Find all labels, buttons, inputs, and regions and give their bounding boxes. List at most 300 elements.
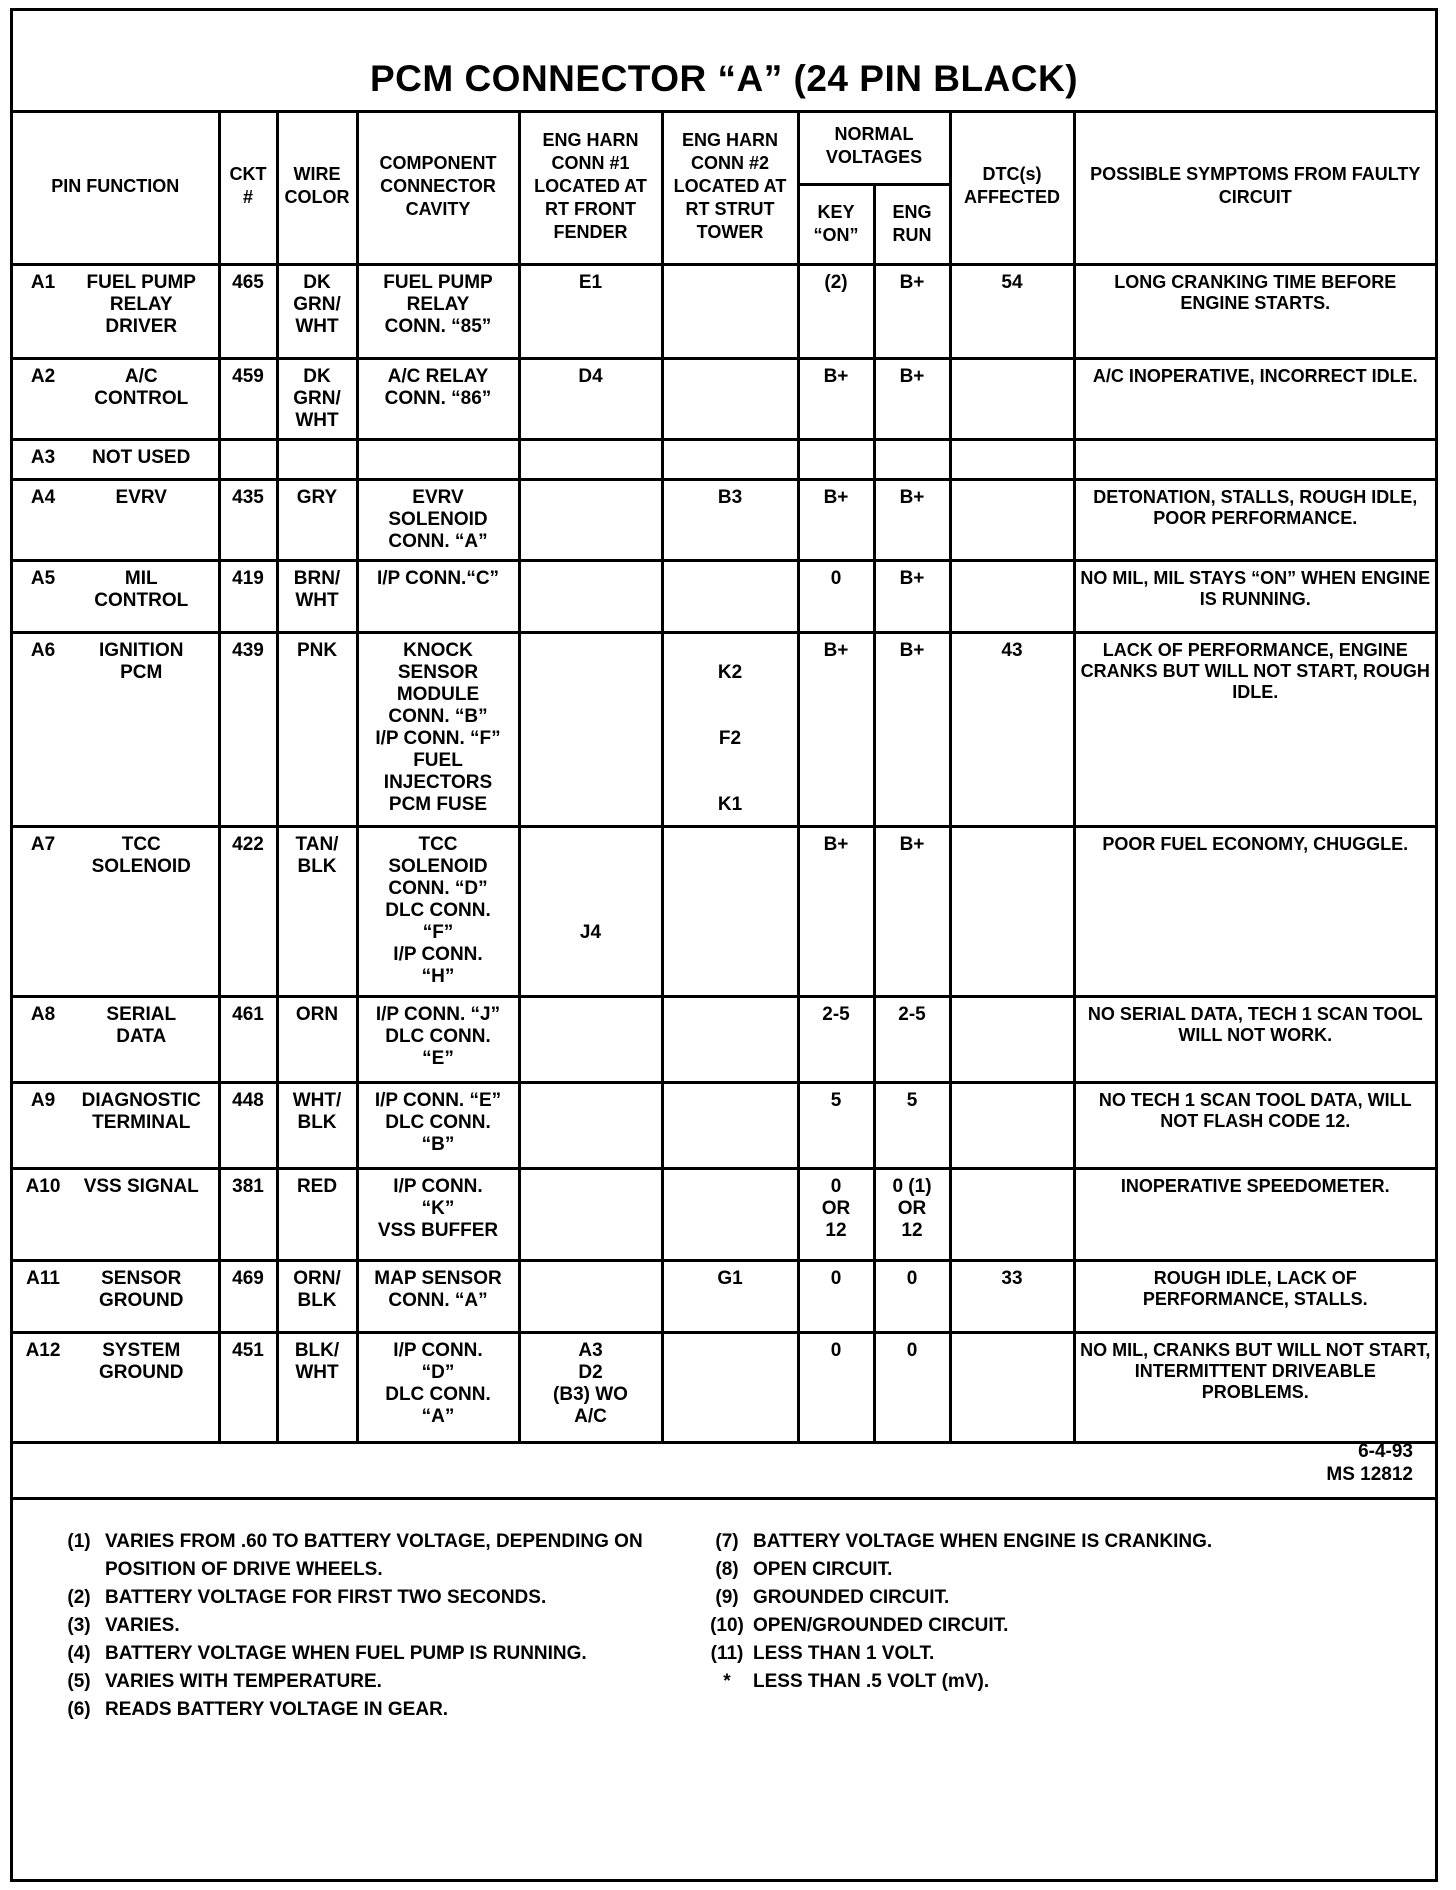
pin-function-cell <box>13 1260 219 1332</box>
table-row <box>13 358 1435 439</box>
key-on-cell-line: B+ <box>823 365 849 387</box>
dtc-cell <box>950 826 1074 996</box>
dtc-cell <box>950 439 1074 479</box>
cavity-cell-line: CONN. “85” <box>384 315 492 337</box>
eng-harn-2-cell-line <box>668 772 793 794</box>
eng-run-cell-line: 0 <box>906 1267 918 1289</box>
pin-function-line: VSS SIGNAL <box>83 1175 199 1197</box>
pin-function-line: CONTROL <box>94 387 189 409</box>
wire-color-cell <box>277 264 357 358</box>
footnote-key: * <box>723 1671 731 1692</box>
eng-harn-2-cell-line <box>668 750 793 772</box>
eng-harn-2-cell-line: G1 <box>717 1267 743 1289</box>
eng-harn-1-cell <box>519 632 662 826</box>
wire-color-cell-line: WHT <box>295 589 339 611</box>
cavity-cell-line: CONN. “A” <box>388 1289 488 1311</box>
wire-color-cell <box>277 632 357 826</box>
footnote-item <box>53 1668 673 1696</box>
wire-color-cell-line: DK <box>303 365 331 387</box>
pin-function-cell <box>13 996 219 1082</box>
cavity-cell-line: “B” <box>421 1133 455 1155</box>
pin-function-name <box>69 1268 214 1312</box>
pin-table <box>13 110 1435 1444</box>
cavity-cell-line: CONN. “A” <box>388 530 488 552</box>
eng-harn-1-cell-line <box>525 856 657 878</box>
wire-color-cell-line: ORN <box>295 1003 339 1025</box>
key-on-cell <box>798 1332 874 1442</box>
cavity-cell-line: “F” <box>422 921 454 943</box>
dtc-cell <box>950 479 1074 560</box>
pin-function-line: SOLENOID <box>91 855 191 877</box>
key-on-cell <box>798 1260 874 1332</box>
cavity-cell-line: “H” <box>421 965 455 987</box>
pin-function-line: PCM <box>120 661 163 683</box>
wire-color-cell-line: WHT/ <box>292 1089 342 1111</box>
pin-function-line: IGNITION <box>99 639 184 661</box>
ckt-cell: 459 <box>219 358 277 439</box>
wire-color-cell-line: WHT <box>295 1361 339 1383</box>
footnote-key: (1) <box>67 1531 91 1552</box>
pin-function-cell <box>13 1082 219 1168</box>
footnote-text: READS BATTERY VOLTAGE IN GEAR. <box>105 1699 449 1720</box>
header-ckt: CKT # <box>219 110 277 264</box>
pin-function-cell <box>13 1168 219 1260</box>
wire-color-cell-line: GRN/ <box>293 387 341 409</box>
cavity-cell-line: SENSOR <box>397 661 479 683</box>
cavity-cell <box>357 439 519 479</box>
pin-function-line: RELAY <box>109 293 173 315</box>
cavity-cell-line: FUEL <box>413 749 463 771</box>
cavity-cell-line: I/P CONN. “F” <box>375 727 501 749</box>
pin-function-cell <box>13 358 219 439</box>
eng-harn-2-cell-line: K2 <box>717 661 743 683</box>
eng-harn-1-cell-line: (B3) WO <box>553 1383 628 1405</box>
eng-harn-1-cell-line <box>525 834 657 856</box>
eng-harn-1-cell <box>519 560 662 632</box>
header-pin-function: PIN FUNCTION <box>13 110 219 264</box>
footnote-key: (11) <box>710 1643 744 1664</box>
ckt-cell <box>219 439 277 479</box>
key-on-cell-line: 0 <box>830 1175 842 1197</box>
table-row <box>13 1332 1435 1442</box>
pin-function-line: NOT USED <box>92 446 191 468</box>
wire-color-cell <box>277 826 357 996</box>
eng-harn-1-cell-line: J4 <box>579 921 602 943</box>
footnote-item <box>53 1528 673 1584</box>
footnotes-right <box>701 1528 1401 1696</box>
eng-run-cell-line: B+ <box>899 639 925 661</box>
eng-run-cell <box>874 439 950 479</box>
pin-function-line: MIL <box>124 567 158 589</box>
wire-color-cell-line: ORN/ <box>293 1267 341 1289</box>
cavity-cell-line: I/P CONN.“C” <box>376 567 500 589</box>
cavity-cell-line: PCM FUSE <box>388 793 488 815</box>
eng-run-cell <box>874 479 950 560</box>
key-on-cell <box>798 560 874 632</box>
dtc-cell <box>950 1332 1074 1442</box>
cavity-cell <box>357 560 519 632</box>
eng-harn-2-cell <box>662 632 798 826</box>
pin-function-name <box>69 1340 214 1384</box>
cavity-cell-line: RELAY <box>406 293 470 315</box>
pin-function-line: SENSOR <box>101 1267 182 1289</box>
cavity-cell <box>357 632 519 826</box>
footnote-key: (10) <box>710 1615 744 1636</box>
cavity-cell <box>357 1082 519 1168</box>
eng-run-cell-line: B+ <box>899 365 925 387</box>
footnote-item <box>701 1612 1401 1640</box>
pin-function-line: DRIVER <box>105 315 178 337</box>
header-normal-voltages: NORMAL VOLTAGES <box>798 110 950 184</box>
pin-function-line: EVRV <box>115 486 167 508</box>
eng-run-cell-line: OR <box>897 1197 927 1219</box>
pin-function-name <box>69 1090 214 1134</box>
wire-color-cell <box>277 358 357 439</box>
pin-number: A1 <box>30 271 56 293</box>
pin-number: A2 <box>30 365 56 387</box>
footnote-text: VARIES WITH TEMPERATURE. <box>105 1671 382 1692</box>
page-title: PCM CONNECTOR “A” (24 PIN BLACK) <box>13 11 1435 113</box>
footnote-key: (7) <box>715 1531 739 1552</box>
wire-color-cell <box>277 1332 357 1442</box>
pin-function-name <box>69 1004 214 1048</box>
footnotes-left <box>53 1528 673 1724</box>
pin-function-cell <box>13 560 219 632</box>
eng-harn-1-cell <box>519 1332 662 1442</box>
cavity-cell <box>357 1260 519 1332</box>
table-row <box>13 560 1435 632</box>
document-number: MS 12812 <box>1326 1464 1413 1485</box>
cavity-cell-line: DLC CONN. <box>385 899 491 921</box>
wire-color-cell <box>277 1082 357 1168</box>
footnote-text: GROUNDED CIRCUIT. <box>753 1587 950 1608</box>
eng-run-cell <box>874 264 950 358</box>
symptoms-cell: NO TECH 1 SCAN TOOL DATA, WILL NOT FLASH CODE 12. <box>1074 1082 1435 1168</box>
eng-harn-1-cell <box>519 996 662 1082</box>
cavity-cell-line: VSS BUFFER <box>377 1219 499 1241</box>
document-id <box>1326 1440 1413 1486</box>
wire-color-cell <box>277 1168 357 1260</box>
cavity-cell-line: KNOCK <box>403 639 473 661</box>
wire-color-cell-line: WHT <box>295 315 339 337</box>
dtc-cell <box>950 1168 1074 1260</box>
footnote-text: OPEN CIRCUIT. <box>753 1559 893 1580</box>
eng-harn-1-cell <box>519 1168 662 1260</box>
eng-harn-2-cell <box>662 264 798 358</box>
pin-function-name <box>69 640 214 684</box>
cavity-cell <box>357 358 519 439</box>
key-on-cell <box>798 826 874 996</box>
table-row <box>13 439 1435 479</box>
key-on-cell-line: 5 <box>830 1089 842 1111</box>
eng-harn-1-cell-line <box>525 878 657 900</box>
cavity-cell-line: CONN. “B” <box>388 705 488 727</box>
footnote-item <box>701 1528 1401 1556</box>
pin-function-name <box>69 447 214 469</box>
pin-function-cell <box>13 1332 219 1442</box>
header-key-on: KEY “ON” <box>798 184 874 264</box>
symptoms-cell: POOR FUEL ECONOMY, CHUGGLE. <box>1074 826 1435 996</box>
footnotes <box>13 1441 1435 1720</box>
footnote-text: LESS THAN .5 VOLT (mV). <box>753 1671 990 1692</box>
eng-harn-1-cell <box>519 1082 662 1168</box>
pin-function-name <box>69 568 214 612</box>
wire-color-cell-line: BLK <box>297 1111 337 1133</box>
eng-harn-2-cell <box>662 996 798 1082</box>
pin-function-line: FUEL PUMP <box>86 271 196 293</box>
table-row <box>13 632 1435 826</box>
header-eng-harn-2: ENG HARN CONN #2 LOCATED AT RT STRUT TOWER <box>662 110 798 264</box>
footnote-text: BATTERY VOLTAGE WHEN FUEL PUMP IS RUNNING. <box>105 1643 587 1664</box>
dtc-cell: 54 <box>950 264 1074 358</box>
cavity-cell-line: CONN. “D” <box>388 877 488 899</box>
eng-harn-2-cell-line <box>668 684 793 706</box>
key-on-cell <box>798 264 874 358</box>
eng-run-cell <box>874 1082 950 1168</box>
pin-number: A11 <box>26 1267 60 1289</box>
wire-color-cell-line: PNK <box>296 639 338 661</box>
ckt-cell: 461 <box>219 996 277 1082</box>
cavity-cell-line: SOLENOID <box>388 508 488 530</box>
wire-color-cell <box>277 996 357 1082</box>
eng-harn-2-cell <box>662 560 798 632</box>
key-on-cell <box>798 632 874 826</box>
footnote-item <box>53 1640 673 1668</box>
cavity-cell-line: DLC CONN. <box>385 1025 491 1047</box>
key-on-cell <box>798 1168 874 1260</box>
eng-run-cell-line: B+ <box>899 271 925 293</box>
eng-run-cell-line: B+ <box>899 486 925 508</box>
eng-harn-1-cell-line: D2 <box>578 1361 603 1383</box>
symptoms-cell: NO SERIAL DATA, TECH 1 SCAN TOOL WILL NOT WORK. <box>1074 996 1435 1082</box>
key-on-cell <box>798 358 874 439</box>
eng-run-cell-line: 12 <box>901 1219 923 1241</box>
cavity-cell-line: CONN. “86” <box>384 387 492 409</box>
footnote-text: BATTERY VOLTAGE WHEN ENGINE IS CRANKING. <box>753 1531 1213 1552</box>
dtc-cell <box>950 358 1074 439</box>
cavity-cell <box>357 264 519 358</box>
pin-function-cell <box>13 826 219 996</box>
table-row <box>13 264 1435 358</box>
ckt-cell: 451 <box>219 1332 277 1442</box>
pin-function-line: TERMINAL <box>92 1111 191 1133</box>
pin-number: A7 <box>30 833 56 855</box>
eng-run-cell <box>874 996 950 1082</box>
footnote-key: (8) <box>715 1559 739 1580</box>
symptoms-cell: ROUGH IDLE, LACK OF PERFORMANCE, STALLS. <box>1074 1260 1435 1332</box>
pin-function-name <box>69 366 214 410</box>
cavity-cell-line: “K” <box>421 1197 455 1219</box>
pin-function-line: TCC <box>121 833 161 855</box>
wire-color-cell <box>277 479 357 560</box>
footnote-key: (4) <box>67 1643 91 1664</box>
dtc-cell <box>950 1082 1074 1168</box>
cavity-cell-line: FUEL PUMP <box>383 271 493 293</box>
cavity-cell <box>357 826 519 996</box>
wire-color-cell <box>277 560 357 632</box>
footnote-item <box>53 1584 673 1612</box>
connector-chart <box>10 8 1438 1882</box>
eng-run-cell <box>874 1260 950 1332</box>
eng-harn-1-cell-line: E1 <box>578 271 603 293</box>
header-dtc: DTC(s) AFFECTED <box>950 110 1074 264</box>
dtc-cell <box>950 996 1074 1082</box>
eng-harn-2-cell <box>662 1168 798 1260</box>
pin-function-cell <box>13 439 219 479</box>
key-on-cell <box>798 1082 874 1168</box>
footnote-item <box>701 1556 1401 1584</box>
cavity-cell-line: I/P CONN. <box>393 1339 483 1361</box>
eng-run-cell <box>874 1168 950 1260</box>
footnote-item <box>701 1668 1401 1696</box>
pin-function-cell <box>13 479 219 560</box>
footnote-text: OPEN/GROUNDED CIRCUIT. <box>753 1615 1009 1636</box>
footnote-key: (6) <box>67 1699 91 1720</box>
table-row <box>13 1168 1435 1260</box>
symptoms-cell: NO MIL, CRANKS BUT WILL NOT START, INTERMITTENT DRIVEABLE PROBLEMS. <box>1074 1332 1435 1442</box>
key-on-cell-line: 0 <box>830 567 842 589</box>
eng-harn-1-cell <box>519 826 662 996</box>
pin-number: A10 <box>25 1175 61 1197</box>
cavity-cell-line: “A” <box>421 1405 455 1427</box>
key-on-cell <box>798 996 874 1082</box>
key-on-cell-line: 0 <box>830 1267 842 1289</box>
ckt-cell: 469 <box>219 1260 277 1332</box>
wire-color-cell-line: GRN/ <box>293 293 341 315</box>
key-on-cell <box>798 479 874 560</box>
header-cavity: COMPONENT CONNECTOR CAVITY <box>357 110 519 264</box>
cavity-cell-line: INJECTORS <box>383 771 493 793</box>
wire-color-cell-line: GRY <box>296 486 338 508</box>
pin-function-name <box>69 834 214 878</box>
footnote-item <box>53 1612 673 1640</box>
eng-harn-1-cell-line: D4 <box>578 365 603 387</box>
eng-harn-2-cell <box>662 439 798 479</box>
cavity-cell-line: “E” <box>422 1047 454 1069</box>
cavity-cell-line: MAP SENSOR <box>374 1267 502 1289</box>
cavity-cell-line: TCC <box>418 833 458 855</box>
eng-harn-2-cell-line <box>668 640 793 662</box>
eng-run-cell-line: 2-5 <box>898 1003 926 1025</box>
cavity-cell-line: DLC CONN. <box>385 1383 491 1405</box>
eng-run-cell <box>874 560 950 632</box>
ckt-cell: 381 <box>219 1168 277 1260</box>
ckt-cell: 419 <box>219 560 277 632</box>
header-eng-harn-1: ENG HARN CONN #1 LOCATED AT RT FRONT FENDER <box>519 110 662 264</box>
wire-color-cell-line: WHT <box>295 409 339 431</box>
wire-color-cell-line: RED <box>296 1175 338 1197</box>
eng-run-cell <box>874 1332 950 1442</box>
footnote-item <box>701 1584 1401 1612</box>
symptoms-cell: INOPERATIVE SPEEDOMETER. <box>1074 1168 1435 1260</box>
eng-harn-1-cell <box>519 1260 662 1332</box>
eng-harn-2-cell <box>662 1260 798 1332</box>
symptoms-cell: LONG CRANKING TIME BEFORE ENGINE STARTS. <box>1074 264 1435 358</box>
wire-color-cell-line: TAN/ <box>295 833 339 855</box>
cavity-cell-line: MODULE <box>396 683 480 705</box>
ckt-cell: 435 <box>219 479 277 560</box>
eng-harn-1-cell-line: A3 <box>578 1339 603 1361</box>
footnote-item <box>701 1640 1401 1668</box>
table-row <box>13 479 1435 560</box>
ckt-cell: 439 <box>219 632 277 826</box>
footnote-key: (3) <box>67 1615 91 1636</box>
header-eng-run: ENG RUN <box>874 184 950 264</box>
ckt-cell: 422 <box>219 826 277 996</box>
pin-function-name <box>69 487 214 509</box>
footnote-text: BATTERY VOLTAGE FOR FIRST TWO SECONDS. <box>105 1587 547 1608</box>
symptoms-cell: DETONATION, STALLS, ROUGH IDLE, POOR PERFORMANCE. <box>1074 479 1435 560</box>
pin-function-cell <box>13 264 219 358</box>
pin-function-cell <box>13 632 219 826</box>
symptoms-cell <box>1074 439 1435 479</box>
symptoms-cell: NO MIL, MIL STAYS “ON” WHEN ENGINE IS RUNNING. <box>1074 560 1435 632</box>
eng-harn-2-cell <box>662 358 798 439</box>
key-on-cell-line: 2-5 <box>822 1003 850 1025</box>
pin-number: A6 <box>30 639 56 661</box>
dtc-cell <box>950 560 1074 632</box>
table-row <box>13 1260 1435 1332</box>
footnote-text: VARIES FROM .60 TO BATTERY VOLTAGE, DEPENDING ON POSITION OF DRIVE WHEELS. <box>105 1531 643 1580</box>
key-on-cell-line: B+ <box>823 486 849 508</box>
eng-harn-1-cell-line <box>525 900 657 922</box>
eng-harn-1-cell <box>519 358 662 439</box>
key-on-cell-line: 12 <box>825 1219 847 1241</box>
eng-harn-2-cell <box>662 1082 798 1168</box>
cavity-cell-line: I/P CONN. <box>393 943 483 965</box>
footnote-key: (5) <box>67 1671 91 1692</box>
key-on-cell-line: 0 <box>830 1339 842 1361</box>
eng-harn-1-cell <box>519 264 662 358</box>
document-date: 6-4-93 <box>1358 1441 1413 1462</box>
pin-function-line: SERIAL <box>106 1003 177 1025</box>
pin-function-line: DATA <box>116 1025 167 1047</box>
ckt-cell: 465 <box>219 264 277 358</box>
eng-harn-2-cell-line: K1 <box>717 793 743 815</box>
eng-harn-2-cell-line <box>668 706 793 728</box>
symptoms-cell: LACK OF PERFORMANCE, ENGINE CRANKS BUT WILL NOT START, ROUGH IDLE. <box>1074 632 1435 826</box>
cavity-cell-line: I/P CONN. “E” <box>374 1089 502 1111</box>
ckt-cell: 448 <box>219 1082 277 1168</box>
pin-number: A4 <box>30 486 56 508</box>
cavity-cell-line: EVRV <box>412 486 464 508</box>
key-on-cell-line: B+ <box>823 639 849 661</box>
footnote-item <box>53 1696 673 1724</box>
eng-harn-2-cell <box>662 1332 798 1442</box>
wire-color-cell-line: DK <box>303 271 331 293</box>
cavity-cell-line: I/P CONN. “J” <box>375 1003 501 1025</box>
eng-harn-1-cell-line: A/C <box>574 1405 607 1427</box>
key-on-cell-line: (2) <box>824 271 848 293</box>
pin-number: A8 <box>30 1003 56 1025</box>
table-row <box>13 1082 1435 1168</box>
cavity-cell <box>357 996 519 1082</box>
cavity-cell <box>357 479 519 560</box>
footnote-key: (2) <box>67 1587 91 1608</box>
pin-function-line: CONTROL <box>94 589 189 611</box>
cavity-cell <box>357 1332 519 1442</box>
eng-run-cell <box>874 358 950 439</box>
pin-function-line: GROUND <box>99 1289 184 1311</box>
symptoms-cell: A/C INOPERATIVE, INCORRECT IDLE. <box>1074 358 1435 439</box>
pin-number: A5 <box>30 567 56 589</box>
eng-harn-2-cell <box>662 479 798 560</box>
pin-function-name <box>69 1176 214 1198</box>
wire-color-cell-line: BRN/ <box>293 567 341 589</box>
footnote-text: LESS THAN 1 VOLT. <box>753 1643 935 1664</box>
pin-number: A12 <box>25 1339 61 1361</box>
key-on-cell-line: B+ <box>823 833 849 855</box>
